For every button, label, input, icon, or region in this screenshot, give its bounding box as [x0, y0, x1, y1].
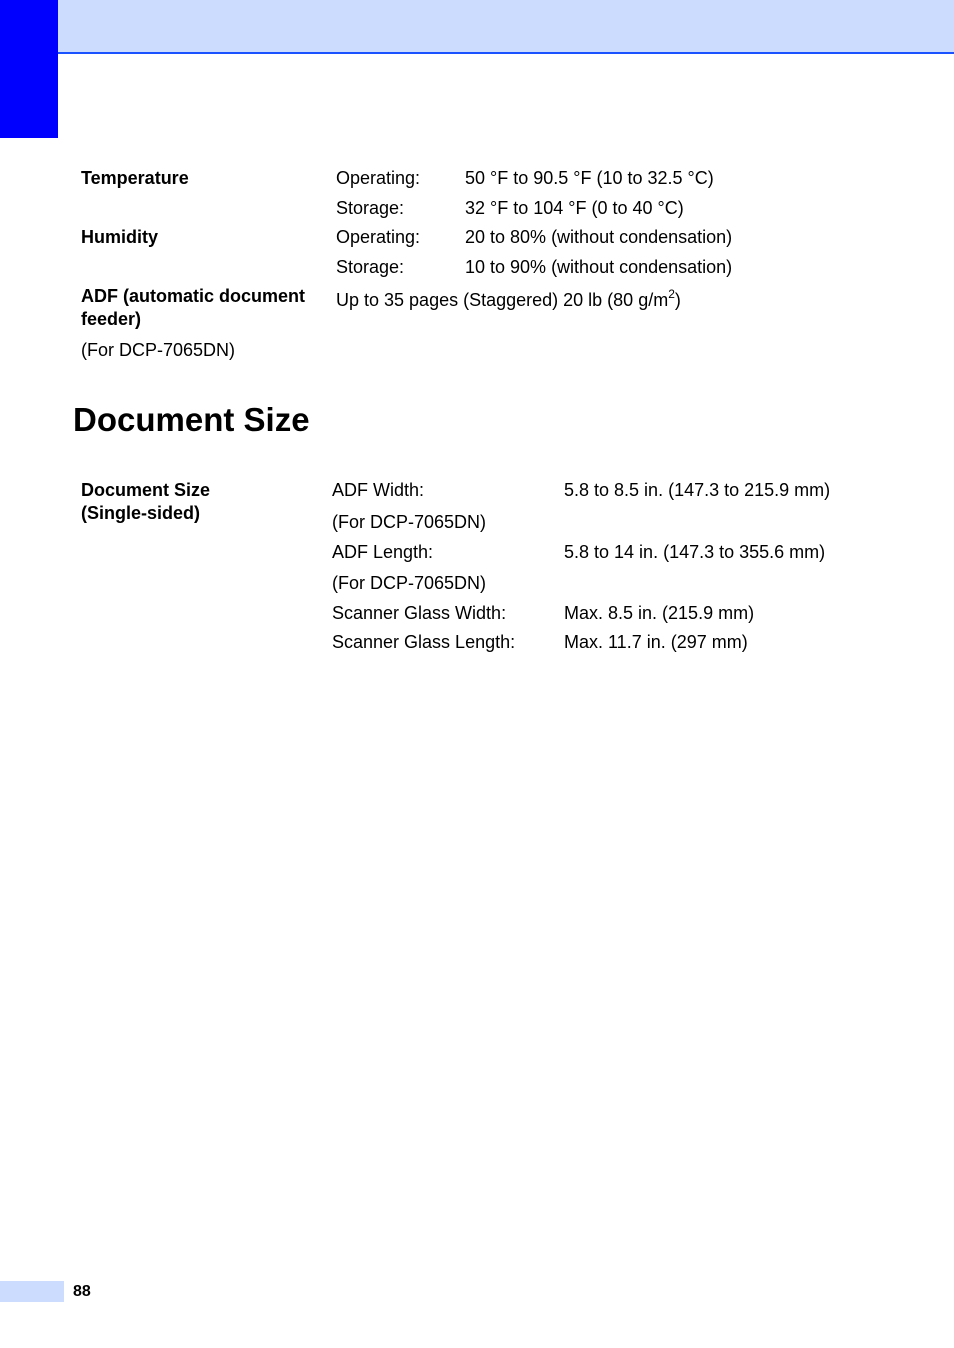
humidity-operating-label: Operating:	[336, 227, 421, 247]
adf-length-label: ADF Length:	[332, 542, 434, 562]
temperature-operating-label: Operating:	[336, 168, 421, 188]
humidity-label: Humidity	[81, 227, 159, 247]
adf-width-value: 5.8 to 8.5 in. (147.3 to 215.9 mm)	[564, 480, 831, 500]
temperature-storage-label: Storage:	[336, 198, 405, 218]
adf-label-line2: feeder)	[81, 309, 142, 329]
scanner-glass-length-value: Max. 11.7 in. (297 mm)	[564, 632, 748, 652]
document-size-label-line1: Document Size	[81, 480, 211, 500]
temperature-label: Temperature	[81, 168, 189, 188]
scanner-glass-width-label: Scanner Glass Width:	[332, 603, 507, 623]
adf-capacity-prefix: Up to 35 pages (Staggered) 20 lb (80 g/m	[336, 290, 669, 310]
adf-width-label: ADF Width:	[332, 480, 425, 500]
document-size-label-line2: (Single-sided)	[81, 503, 201, 523]
header-band	[58, 0, 954, 54]
adf-length-model-note: (For DCP-7065DN)	[332, 573, 487, 593]
page-number: 88	[73, 1283, 91, 1300]
adf-length-value: 5.8 to 14 in. (147.3 to 355.6 mm)	[564, 542, 826, 562]
adf-capacity-suffix: )	[674, 290, 681, 310]
section-title: Document Size	[73, 401, 310, 438]
humidity-operating-value: 20 to 80% (without condensation)	[465, 227, 733, 247]
humidity-storage-label: Storage:	[336, 257, 405, 277]
scanner-glass-width-value: Max. 8.5 in. (215.9 mm)	[564, 603, 755, 623]
chapter-tab	[0, 0, 58, 138]
adf-width-model-note: (For DCP-7065DN)	[332, 512, 487, 532]
adf-model-note: (For DCP-7065DN)	[81, 340, 236, 360]
footer-bar	[0, 1281, 64, 1302]
adf-capacity-value	[336, 289, 681, 312]
temperature-storage-value: 32 °F to 104 °F (0 to 40 °C)	[465, 198, 684, 218]
humidity-storage-value: 10 to 90% (without condensation)	[465, 257, 733, 277]
temperature-operating-value: 50 °F to 90.5 °F (10 to 32.5 °C)	[465, 168, 714, 188]
adf-capacity-superscript: 2	[668, 287, 675, 301]
adf-label-line1: ADF (automatic document	[81, 286, 306, 306]
scanner-glass-length-label: Scanner Glass Length:	[332, 632, 516, 652]
